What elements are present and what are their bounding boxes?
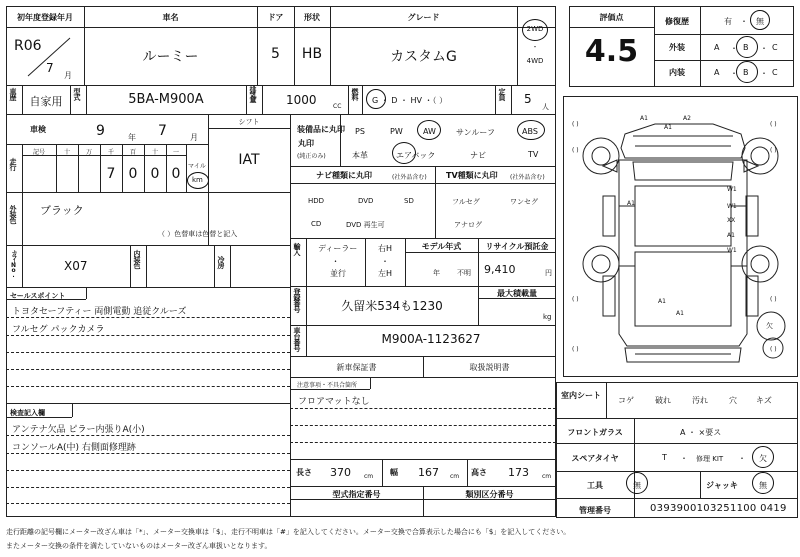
- navi-sd: SD: [404, 197, 414, 205]
- grade-value: カスタムG: [390, 49, 457, 65]
- tv-sub: (社外品含む): [510, 174, 545, 181]
- drive-2wd: 2WD: [526, 25, 544, 33]
- height-unit: cm: [542, 473, 552, 480]
- seat-scratch: キズ: [756, 396, 772, 405]
- tv-label: TV種類に丸印: [446, 171, 498, 180]
- drive-dot: ・: [531, 43, 539, 51]
- inspection-label: 車検: [30, 125, 46, 134]
- spare-kit: 修理 KIT: [696, 455, 724, 463]
- import-label: 輸入: [293, 243, 301, 255]
- tv-analog: アナログ: [454, 221, 482, 229]
- mark-a1-left: A1: [627, 200, 635, 207]
- repair-none: 無: [756, 17, 764, 26]
- seat-label: 室内シート: [561, 391, 601, 400]
- usage-label: 車歴: [9, 88, 17, 100]
- class-designation-label: 類別区分番号: [465, 490, 514, 499]
- equip-aw: AW: [423, 127, 436, 136]
- repair-yes: 有: [724, 17, 732, 26]
- chassis-value: M900A-1123627: [381, 332, 481, 346]
- registration-value: 久留米534も1230: [341, 299, 443, 313]
- jack-label: ジャッキ: [706, 481, 738, 490]
- equip-ps: PS: [355, 127, 365, 136]
- equip-airbag: エアバック: [396, 151, 436, 160]
- import-left-h: 左H: [378, 269, 393, 278]
- ext-b: B: [743, 43, 749, 52]
- windshield-label: フロントガラス: [567, 428, 623, 437]
- mgmt-value: 0393900103251100 0419: [650, 503, 787, 514]
- reg-month-value: 7: [46, 61, 54, 75]
- inspection-year-unit: 年: [128, 133, 136, 142]
- drive-4wd: 4WD: [526, 57, 544, 65]
- chassis-label: 車台番号: [293, 327, 301, 351]
- shape-value: HB: [301, 46, 323, 62]
- door-label: ドア: [267, 13, 284, 22]
- mark-w1-right2: W1: [727, 203, 737, 210]
- ext-dot2: ・: [760, 44, 768, 53]
- mile-unit: マイル: [188, 163, 206, 170]
- digit-label-0: 十: [63, 149, 70, 156]
- int-dot2: ・: [760, 69, 768, 78]
- jack-value: 無: [759, 481, 767, 490]
- digit-4: 0: [150, 166, 160, 182]
- manual: 取扱説明書: [469, 363, 510, 372]
- digit-label-5: 一: [172, 149, 179, 156]
- navi-hdd: HDD: [308, 197, 325, 205]
- length-value: 370: [330, 466, 351, 479]
- displacement-label: 排気量: [249, 86, 257, 101]
- model-year-unknown: 不明: [457, 269, 471, 277]
- digit-label-2: 千: [107, 149, 114, 156]
- mark-a1-right: A1: [727, 232, 735, 239]
- door-value: 5: [271, 46, 280, 62]
- paren-1: ( ): [572, 121, 579, 128]
- import-dealer: ディーラー: [318, 244, 358, 253]
- shift-value: IAT: [238, 152, 260, 168]
- paren-3: ( ): [572, 147, 579, 154]
- reg-year-label: 初年度登録年月: [17, 13, 73, 22]
- shape-label: 形状: [304, 13, 320, 22]
- exterior-label: 外装: [669, 43, 685, 52]
- mileage-label: 走行: [9, 158, 17, 170]
- spare-dot2: ・: [738, 454, 746, 463]
- capacity-unit: 人: [542, 103, 549, 111]
- seat-hole: 穴: [729, 396, 737, 405]
- mark-xx: XX: [727, 217, 736, 224]
- digit-2: 7: [106, 166, 116, 182]
- equipment-label-2: 丸印: [298, 139, 314, 148]
- mark-w1-right3: W1: [727, 247, 737, 254]
- import-dot-2: ・: [381, 257, 389, 266]
- equip-sunroof: サンルーフ: [456, 128, 495, 137]
- color-value: ブラック: [40, 204, 84, 217]
- interior-label: 内装: [669, 68, 685, 77]
- tools-value: 無: [633, 481, 641, 490]
- score-value: 4.5: [584, 34, 639, 69]
- color-label: 外装色: [9, 205, 17, 223]
- equip-abs: ABS: [522, 127, 538, 136]
- recycle-value: 9,410: [484, 263, 516, 276]
- max-load-unit: kg: [543, 313, 552, 321]
- width-value: 167: [418, 466, 439, 479]
- ext-a: A: [714, 43, 720, 52]
- spare-t: T: [662, 453, 667, 462]
- car-name-value: ルーミー: [142, 49, 199, 65]
- navi-cd: CD: [311, 220, 322, 228]
- seat-dirt: 汚れ: [692, 396, 708, 405]
- recycle-label: リサイクル預託金: [485, 242, 549, 251]
- caution-value: フロアマットなし: [298, 397, 370, 407]
- int-c: C: [772, 68, 778, 77]
- digit-label-1: 万: [85, 149, 92, 156]
- model-label: 型式: [73, 88, 81, 100]
- car-diagram: [563, 96, 798, 377]
- sales-line-2: フルセグ パックカメラ: [12, 325, 105, 335]
- import-parallel: 並行: [330, 269, 346, 278]
- reg-month-unit: 月: [64, 71, 72, 80]
- max-load-label: 最大積載量: [497, 289, 537, 298]
- navi-dvd-play: DVD 再生可: [346, 221, 385, 229]
- seat-tear: 破れ: [655, 396, 671, 405]
- repair-label: 修復歴: [665, 17, 689, 26]
- navi-sub: (社外品含む): [392, 174, 427, 181]
- seat-burn: コゲ: [618, 396, 634, 405]
- paren-6: ( ): [770, 296, 777, 303]
- mgmt-label: 管理番号: [579, 506, 611, 515]
- width-unit: cm: [450, 473, 460, 480]
- km-unit: km: [192, 176, 203, 184]
- capacity-value: 5: [524, 92, 532, 106]
- notes-line-1: アンテナ欠品 ピラー内張りA(小): [12, 425, 145, 435]
- reg-year-value: R06: [14, 38, 42, 54]
- interior-color-label: 内装色: [133, 250, 141, 268]
- car-name-label: 車名: [162, 13, 179, 22]
- mark-a1-hood: A1: [664, 124, 672, 131]
- navi-label: ナビ種類に丸印: [316, 171, 372, 180]
- notes-line-2: コンソールA(中) 右側面修理跡: [12, 443, 136, 453]
- ext-c: C: [772, 43, 778, 52]
- length-unit: cm: [364, 473, 374, 480]
- digit-5: 0: [171, 166, 181, 182]
- import-right-h: 右H: [378, 244, 393, 253]
- registration-label: 登録番号: [293, 288, 301, 312]
- sales-point-label: セールスポイント: [10, 292, 66, 300]
- windshield-value: A ・ ×要ス: [680, 428, 722, 437]
- model-year-label: モデル年式: [421, 242, 462, 251]
- mark-w1-right: W1: [727, 186, 737, 193]
- int-b: B: [743, 68, 749, 77]
- footer-line-2: またメーター交換の条件を満たしていないものはメーター改ざん車扱いとなります。: [6, 542, 272, 550]
- sales-line-1: トヨタセーフティー 両側電動 追従クルーズ: [12, 307, 187, 317]
- score-label: 評価点: [599, 13, 624, 22]
- mileage-symbol-label: 記号: [32, 149, 45, 156]
- paren-5: ( ): [572, 296, 579, 303]
- equipment-sub: (純正のみ): [297, 153, 326, 160]
- color-note: （ ）色替車は色替と記入: [158, 230, 238, 238]
- color-no-value: X07: [64, 259, 88, 273]
- tv-fullseg: フルセグ: [452, 198, 480, 206]
- digit-label-4: 十: [151, 149, 158, 156]
- paren-2: ( ): [770, 121, 777, 128]
- cc-unit: CC: [333, 103, 342, 110]
- capacity-label: 定員: [498, 88, 506, 100]
- inspection-month: 7: [158, 123, 167, 139]
- height-value: 173: [508, 466, 529, 479]
- model-year-year: 年: [433, 269, 440, 277]
- grade-label: グレード: [407, 13, 440, 22]
- fuel-options: G ・ D ・ HV ・（ ）: [372, 96, 448, 105]
- new-car-warranty: 新車保証書: [336, 363, 377, 372]
- footer-line-1: 走行距離の記号欄にメーター改ざん車は「*」、メーター交換車は「$」、走行不明車は「#」を記入してください。メーター交換で合算表示した場合にも「$」を記入してください。: [6, 528, 571, 536]
- inspection-year: 9: [96, 123, 105, 139]
- repair-dot: ・: [740, 17, 748, 26]
- import-dot: ・: [331, 257, 340, 266]
- mark-a1-top: A1: [640, 115, 648, 122]
- usage-value: 自家用: [29, 95, 63, 108]
- mark-a1-rear: A1: [658, 298, 666, 305]
- int-a: A: [714, 68, 720, 77]
- navi-dvd: DVD: [358, 197, 374, 205]
- caution-label: 注意事項・不具合箇所: [297, 382, 358, 389]
- inspection-month-unit: 月: [190, 133, 198, 142]
- color-no-label: カラーNo.: [10, 250, 17, 277]
- paren-4: ( ): [770, 147, 777, 154]
- paren-8: ( ): [770, 346, 777, 353]
- equip-pw: PW: [390, 127, 403, 136]
- spare-missing: 欠: [759, 454, 767, 463]
- model-value: 5BA-M900A: [128, 92, 204, 107]
- ac-label: 冷房: [217, 256, 225, 268]
- digit-3: 0: [128, 166, 138, 182]
- int-dot1: ・: [730, 69, 738, 78]
- equip-navi: ナビ: [470, 151, 486, 160]
- mark-a1-rear2: A1: [676, 310, 684, 317]
- equip-leather: 本革: [352, 151, 368, 160]
- recycle-unit: 円: [545, 269, 552, 277]
- length-label: 長さ: [296, 468, 312, 477]
- equipment-label: 装備品に丸印: [297, 125, 345, 134]
- ext-dot1: ・: [730, 44, 738, 53]
- digit-label-3: 百: [129, 149, 136, 156]
- tv-oneseg: ワンセグ: [510, 198, 538, 206]
- displacement-value: 1000: [286, 93, 317, 107]
- spare-label: スペアタイヤ: [571, 454, 619, 463]
- shift-label: シフト: [238, 118, 260, 126]
- mark-a2-top: A2: [683, 115, 691, 122]
- tools-label: 工具: [587, 481, 603, 490]
- notes-label: 検査記入欄: [10, 409, 45, 417]
- spare-dot1: ・: [680, 454, 688, 463]
- fuel-label: 燃料: [351, 88, 359, 100]
- equip-tv: TV: [528, 150, 539, 159]
- paren-7: ( ): [572, 346, 579, 353]
- width-label: 幅: [390, 468, 398, 477]
- type-designation-label: 型式指定番号: [332, 490, 381, 499]
- height-label: 高さ: [471, 468, 487, 477]
- mark-missing: 欠: [766, 322, 773, 330]
